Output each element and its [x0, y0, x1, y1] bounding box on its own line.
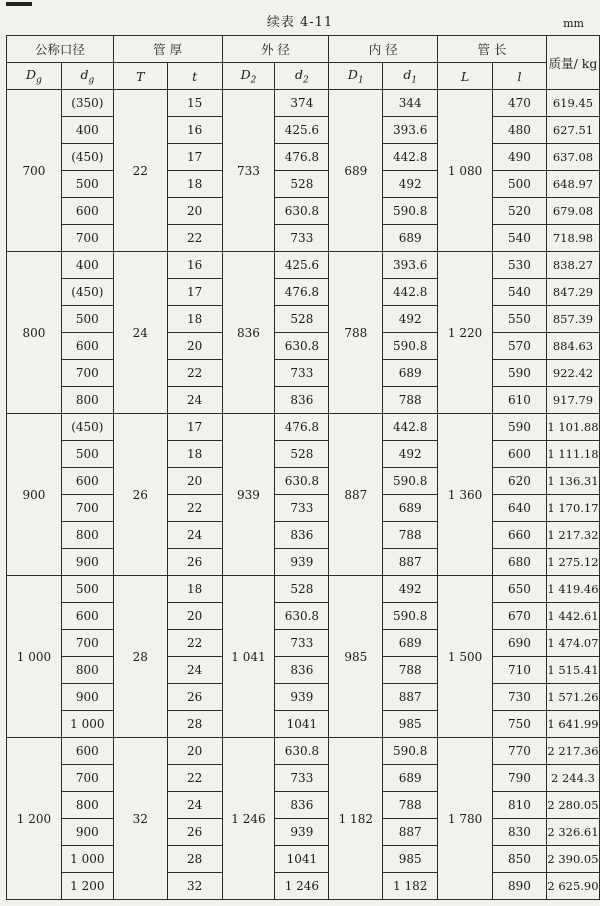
inner-D1-cell: 689 — [329, 90, 383, 252]
mass-cell: 619.45 — [546, 90, 599, 117]
table-row — [7, 441, 600, 468]
length-l-cell: 540 — [493, 279, 547, 306]
unit-label: mm — [563, 17, 584, 30]
outer-D2-cell: 1 041 — [222, 576, 275, 738]
nominal-Dg-cell: 800 — [7, 252, 62, 414]
header-pipe-thickness: 管 厚 — [113, 36, 222, 63]
pipe-spec-table — [6, 35, 600, 900]
header-pipe-length: 管 长 — [438, 36, 547, 63]
table-row — [7, 387, 600, 414]
nominal-dg-cell: 900 — [61, 684, 113, 711]
thickness-t-cell: 18 — [167, 576, 222, 603]
table-row — [7, 711, 600, 738]
outer-d2-cell: 476.8 — [275, 279, 329, 306]
thickness-t-cell: 24 — [167, 792, 222, 819]
nominal-dg-cell: 500 — [61, 441, 113, 468]
inner-d1-cell: 393.6 — [383, 252, 438, 279]
length-l-cell: 790 — [493, 765, 547, 792]
mass-cell: 847.29 — [546, 279, 599, 306]
length-l-cell: 660 — [493, 522, 547, 549]
symbol-D1: $D_1$ — [329, 63, 383, 90]
nominal-dg-cell: (450) — [61, 279, 113, 306]
table-body — [7, 90, 600, 900]
inner-d1-cell: 590.8 — [383, 738, 438, 765]
length-l-cell: 470 — [493, 90, 547, 117]
thickness-T-cell: 22 — [113, 90, 167, 252]
table-row — [7, 225, 600, 252]
inner-d1-cell: 492 — [383, 171, 438, 198]
table-row — [7, 90, 600, 117]
nominal-dg-cell: 800 — [61, 792, 113, 819]
symbol-L: L — [438, 63, 493, 90]
outer-d2-cell: 528 — [275, 306, 329, 333]
inner-d1-cell: 788 — [383, 657, 438, 684]
inner-d1-cell: 590.8 — [383, 603, 438, 630]
mass-cell: 857.39 — [546, 306, 599, 333]
inner-d1-cell: 344 — [383, 90, 438, 117]
thickness-T-cell: 26 — [113, 414, 167, 576]
table-row — [7, 495, 600, 522]
table-row — [7, 738, 600, 765]
mass-cell: 2 244.3 — [546, 765, 599, 792]
table-row — [7, 630, 600, 657]
outer-D2-cell: 1 246 — [222, 738, 275, 900]
inner-d1-cell: 689 — [383, 765, 438, 792]
mass-cell: 679.08 — [546, 198, 599, 225]
outer-d2-cell: 836 — [275, 657, 329, 684]
mass-cell: 1 111.18 — [546, 441, 599, 468]
outer-d2-cell: 733 — [275, 765, 329, 792]
symbol-dg: $d_g$ — [61, 63, 113, 90]
inner-d1-cell: 590.8 — [383, 468, 438, 495]
length-l-cell: 570 — [493, 333, 547, 360]
symbol-t: t — [167, 63, 222, 90]
inner-d1-cell: 788 — [383, 387, 438, 414]
thickness-t-cell: 26 — [167, 819, 222, 846]
thickness-t-cell: 26 — [167, 549, 222, 576]
length-l-cell: 590 — [493, 414, 547, 441]
table-row — [7, 873, 600, 900]
mass-cell: 1 641.99 — [546, 711, 599, 738]
nominal-dg-cell: 700 — [61, 225, 113, 252]
nominal-Dg-cell: 1 000 — [7, 576, 62, 738]
mass-cell: 2 280.05 — [546, 792, 599, 819]
length-l-cell: 770 — [493, 738, 547, 765]
nominal-dg-cell: 500 — [61, 576, 113, 603]
header-mass: 质量/ kg — [546, 36, 599, 90]
mass-cell: 2 625.90 — [546, 873, 599, 900]
thickness-t-cell: 20 — [167, 468, 222, 495]
thickness-t-cell: 20 — [167, 738, 222, 765]
table-row — [7, 765, 600, 792]
mass-cell: 922.42 — [546, 360, 599, 387]
length-l-cell: 850 — [493, 846, 547, 873]
outer-d2-cell: 836 — [275, 387, 329, 414]
outer-d2-cell: 939 — [275, 819, 329, 846]
table-row — [7, 306, 600, 333]
nominal-dg-cell: 1 000 — [61, 711, 113, 738]
symbol-Dg: $D_g$ — [7, 63, 62, 90]
nominal-dg-cell: (450) — [61, 414, 113, 441]
length-l-cell: 620 — [493, 468, 547, 495]
thickness-t-cell: 28 — [167, 711, 222, 738]
table-row — [7, 468, 600, 495]
inner-d1-cell: 887 — [383, 549, 438, 576]
table-row — [7, 846, 600, 873]
length-l-cell: 610 — [493, 387, 547, 414]
nominal-dg-cell: 500 — [61, 306, 113, 333]
symbol-l: l — [493, 63, 547, 90]
nominal-dg-cell: 1 000 — [61, 846, 113, 873]
mass-cell: 884.63 — [546, 333, 599, 360]
length-l-cell: 830 — [493, 819, 547, 846]
nominal-dg-cell: (450) — [61, 144, 113, 171]
mass-cell: 627.51 — [546, 117, 599, 144]
length-L-cell: 1 220 — [438, 252, 493, 414]
thickness-t-cell: 17 — [167, 279, 222, 306]
table-row — [7, 360, 600, 387]
outer-d2-cell: 1041 — [275, 711, 329, 738]
nominal-dg-cell: 1 200 — [61, 873, 113, 900]
thickness-t-cell: 18 — [167, 441, 222, 468]
length-l-cell: 520 — [493, 198, 547, 225]
table-row — [7, 252, 600, 279]
thickness-t-cell: 32 — [167, 873, 222, 900]
nominal-Dg-cell: 1 200 — [7, 738, 62, 900]
mass-cell: 1 217.32 — [546, 522, 599, 549]
thickness-T-cell: 28 — [113, 576, 167, 738]
length-l-cell: 550 — [493, 306, 547, 333]
table-row — [7, 414, 600, 441]
length-l-cell: 530 — [493, 252, 547, 279]
outer-d2-cell: 630.8 — [275, 603, 329, 630]
nominal-dg-cell: 600 — [61, 738, 113, 765]
mass-cell: 1 136.31 — [546, 468, 599, 495]
inner-d1-cell: 590.8 — [383, 333, 438, 360]
thickness-t-cell: 20 — [167, 198, 222, 225]
outer-d2-cell: 630.8 — [275, 198, 329, 225]
inner-d1-cell: 590.8 — [383, 198, 438, 225]
mass-cell: 718.98 — [546, 225, 599, 252]
inner-d1-cell: 689 — [383, 225, 438, 252]
inner-d1-cell: 788 — [383, 522, 438, 549]
inner-d1-cell: 492 — [383, 441, 438, 468]
inner-d1-cell: 442.8 — [383, 414, 438, 441]
symbol-d2: $d_2$ — [275, 63, 329, 90]
length-L-cell: 1 080 — [438, 90, 493, 252]
inner-D1-cell: 985 — [329, 576, 383, 738]
thickness-t-cell: 17 — [167, 414, 222, 441]
inner-d1-cell: 393.6 — [383, 117, 438, 144]
nominal-dg-cell: 600 — [61, 603, 113, 630]
mass-cell: 1 419.46 — [546, 576, 599, 603]
nominal-dg-cell: (350) — [61, 90, 113, 117]
thickness-t-cell: 22 — [167, 495, 222, 522]
length-l-cell: 540 — [493, 225, 547, 252]
thickness-t-cell: 22 — [167, 765, 222, 792]
thickness-t-cell: 20 — [167, 603, 222, 630]
outer-d2-cell: 528 — [275, 576, 329, 603]
thickness-t-cell: 22 — [167, 225, 222, 252]
outer-d2-cell: 836 — [275, 522, 329, 549]
thickness-t-cell: 24 — [167, 522, 222, 549]
thickness-t-cell: 28 — [167, 846, 222, 873]
mass-cell: 1 515.41 — [546, 657, 599, 684]
outer-d2-cell: 939 — [275, 684, 329, 711]
mass-cell: 1 275.12 — [546, 549, 599, 576]
mass-cell: 637.08 — [546, 144, 599, 171]
table-row — [7, 603, 600, 630]
nominal-dg-cell: 900 — [61, 549, 113, 576]
inner-D1-cell: 887 — [329, 414, 383, 576]
nominal-dg-cell: 500 — [61, 171, 113, 198]
outer-d2-cell: 733 — [275, 630, 329, 657]
mass-cell: 1 442.61 — [546, 603, 599, 630]
table-row — [7, 549, 600, 576]
length-L-cell: 1 500 — [438, 576, 493, 738]
outer-d2-cell: 630.8 — [275, 468, 329, 495]
inner-D1-cell: 1 182 — [329, 738, 383, 900]
inner-D1-cell: 788 — [329, 252, 383, 414]
outer-d2-cell: 528 — [275, 441, 329, 468]
symbol-T: T — [113, 63, 167, 90]
outer-d2-cell: 374 — [275, 90, 329, 117]
thickness-t-cell: 18 — [167, 171, 222, 198]
length-l-cell: 670 — [493, 603, 547, 630]
nominal-dg-cell: 700 — [61, 495, 113, 522]
nominal-dg-cell: 800 — [61, 522, 113, 549]
length-l-cell: 690 — [493, 630, 547, 657]
inner-d1-cell: 788 — [383, 792, 438, 819]
outer-D2-cell: 733 — [222, 90, 275, 252]
header-outer-diameter: 外 径 — [222, 36, 329, 63]
inner-d1-cell: 887 — [383, 684, 438, 711]
symbol-d1: $d_1$ — [383, 63, 438, 90]
table-row — [7, 171, 600, 198]
mass-cell: 2 326.61 — [546, 819, 599, 846]
corner-mark — [6, 2, 32, 6]
outer-d2-cell: 939 — [275, 549, 329, 576]
length-L-cell: 1 360 — [438, 414, 493, 576]
length-l-cell: 750 — [493, 711, 547, 738]
outer-D2-cell: 836 — [222, 252, 275, 414]
symbol-row — [7, 63, 600, 90]
thickness-T-cell: 24 — [113, 252, 167, 414]
outer-d2-cell: 630.8 — [275, 333, 329, 360]
table-caption: 续表 4-11 — [266, 15, 334, 30]
inner-d1-cell: 1 182 — [383, 873, 438, 900]
nominal-dg-cell: 700 — [61, 765, 113, 792]
outer-d2-cell: 733 — [275, 225, 329, 252]
length-l-cell: 680 — [493, 549, 547, 576]
table-row — [7, 684, 600, 711]
table-row — [7, 117, 600, 144]
table-row — [7, 144, 600, 171]
nominal-Dg-cell: 900 — [7, 414, 62, 576]
table-row — [7, 198, 600, 225]
length-l-cell: 730 — [493, 684, 547, 711]
nominal-dg-cell: 400 — [61, 117, 113, 144]
mass-cell: 2 390.05 — [546, 846, 599, 873]
inner-d1-cell: 689 — [383, 360, 438, 387]
mass-cell: 917.79 — [546, 387, 599, 414]
length-l-cell: 490 — [493, 144, 547, 171]
inner-d1-cell: 985 — [383, 711, 438, 738]
header-inner-diameter: 内 径 — [329, 36, 438, 63]
thickness-t-cell: 16 — [167, 117, 222, 144]
nominal-dg-cell: 800 — [61, 657, 113, 684]
nominal-dg-cell: 900 — [61, 819, 113, 846]
inner-d1-cell: 492 — [383, 306, 438, 333]
table-row — [7, 576, 600, 603]
inner-d1-cell: 689 — [383, 630, 438, 657]
thickness-T-cell: 32 — [113, 738, 167, 900]
mass-cell: 1 474.07 — [546, 630, 599, 657]
length-l-cell: 590 — [493, 360, 547, 387]
mass-cell: 648.97 — [546, 171, 599, 198]
outer-d2-cell: 1 246 — [275, 873, 329, 900]
thickness-t-cell: 24 — [167, 387, 222, 414]
outer-d2-cell: 476.8 — [275, 414, 329, 441]
length-l-cell: 810 — [493, 792, 547, 819]
thickness-t-cell: 18 — [167, 306, 222, 333]
thickness-t-cell: 20 — [167, 333, 222, 360]
thickness-t-cell: 22 — [167, 630, 222, 657]
thickness-t-cell: 17 — [167, 144, 222, 171]
table-row — [7, 792, 600, 819]
nominal-dg-cell: 600 — [61, 468, 113, 495]
outer-d2-cell: 733 — [275, 360, 329, 387]
outer-d2-cell: 630.8 — [275, 738, 329, 765]
outer-d2-cell: 528 — [275, 171, 329, 198]
thickness-t-cell: 16 — [167, 252, 222, 279]
inner-d1-cell: 887 — [383, 819, 438, 846]
inner-d1-cell: 985 — [383, 846, 438, 873]
inner-d1-cell: 492 — [383, 576, 438, 603]
outer-d2-cell: 425.6 — [275, 252, 329, 279]
table-row — [7, 657, 600, 684]
nominal-dg-cell: 800 — [61, 387, 113, 414]
header-row — [7, 36, 600, 63]
length-l-cell: 640 — [493, 495, 547, 522]
table-row — [7, 522, 600, 549]
mass-cell: 838.27 — [546, 252, 599, 279]
thickness-t-cell: 24 — [167, 657, 222, 684]
mass-cell: 1 101.88 — [546, 414, 599, 441]
thickness-t-cell: 22 — [167, 360, 222, 387]
outer-d2-cell: 1041 — [275, 846, 329, 873]
length-L-cell: 1 780 — [438, 738, 493, 900]
header-nominal: 公称口径 — [7, 36, 114, 63]
outer-d2-cell: 733 — [275, 495, 329, 522]
nominal-dg-cell: 600 — [61, 198, 113, 225]
outer-d2-cell: 476.8 — [275, 144, 329, 171]
thickness-t-cell: 26 — [167, 684, 222, 711]
table-row — [7, 279, 600, 306]
length-l-cell: 600 — [493, 441, 547, 468]
nominal-dg-cell: 700 — [61, 360, 113, 387]
table-row — [7, 333, 600, 360]
nominal-Dg-cell: 700 — [7, 90, 62, 252]
nominal-dg-cell: 700 — [61, 630, 113, 657]
length-l-cell: 480 — [493, 117, 547, 144]
length-l-cell: 500 — [493, 171, 547, 198]
inner-d1-cell: 442.8 — [383, 279, 438, 306]
symbol-D2: $D_2$ — [222, 63, 275, 90]
length-l-cell: 650 — [493, 576, 547, 603]
length-l-cell: 710 — [493, 657, 547, 684]
mass-cell: 1 170.17 — [546, 495, 599, 522]
nominal-dg-cell: 400 — [61, 252, 113, 279]
table-row — [7, 819, 600, 846]
length-l-cell: 890 — [493, 873, 547, 900]
outer-d2-cell: 425.6 — [275, 117, 329, 144]
mass-cell: 1 571.26 — [546, 684, 599, 711]
nominal-dg-cell: 600 — [61, 333, 113, 360]
outer-d2-cell: 836 — [275, 792, 329, 819]
mass-cell: 2 217.36 — [546, 738, 599, 765]
outer-D2-cell: 939 — [222, 414, 275, 576]
inner-d1-cell: 689 — [383, 495, 438, 522]
inner-d1-cell: 442.8 — [383, 144, 438, 171]
thickness-t-cell: 15 — [167, 90, 222, 117]
